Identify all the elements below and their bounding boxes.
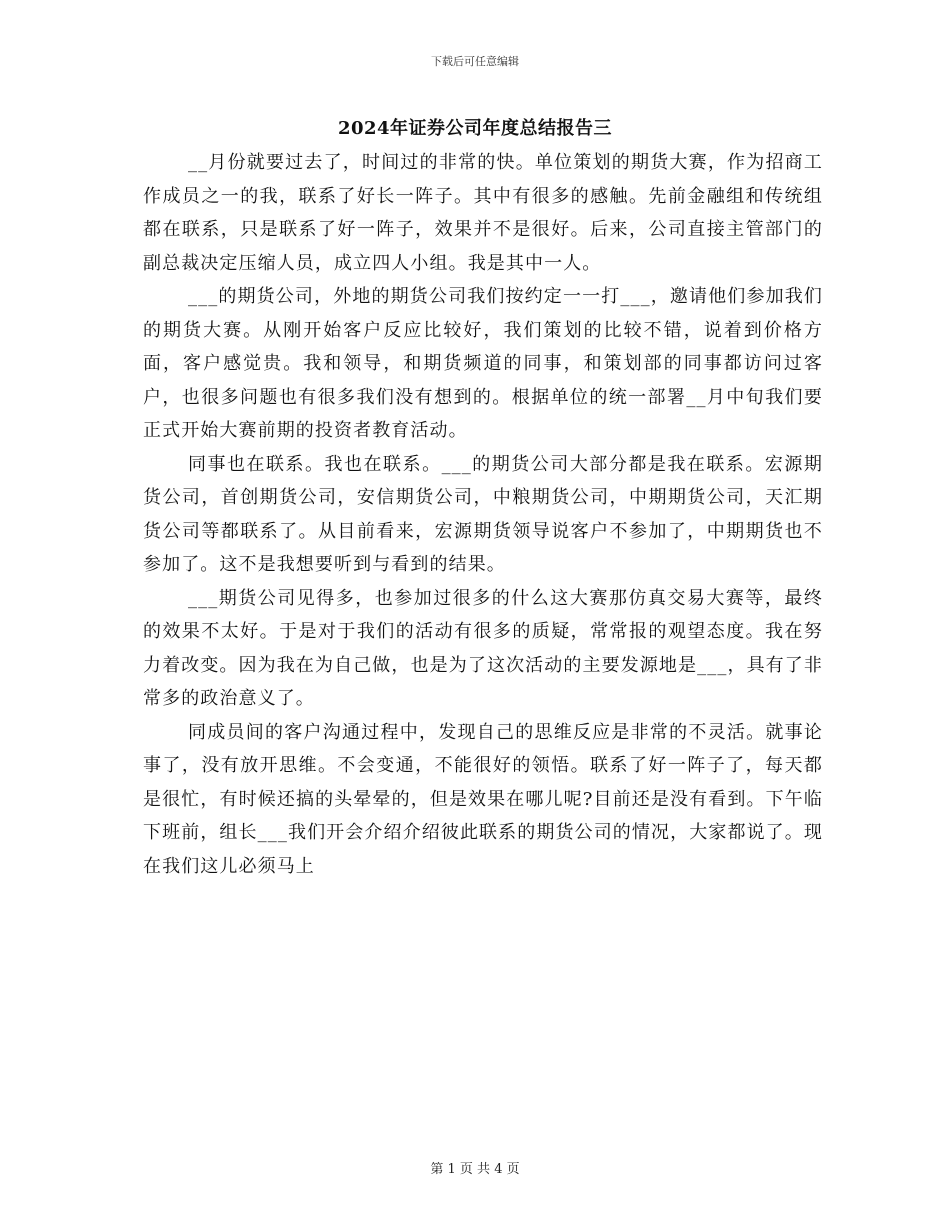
paragraph-4: ___期货公司见得多，也参加过很多的什么这大赛那仿真交易大赛等，最终的效果不太好。于是对于我们的活动有很多的质疑，常常报的观望态度。我在努力着改变。因为我在为自己做，也是为了这次活动的主要发源地是___，具有了非常多的政治意义了。 bbox=[143, 587, 823, 709]
page-number-footer: 第 1 页 共 4 页 bbox=[430, 1162, 520, 1177]
document-body bbox=[143, 146, 823, 883]
paragraph-1: __月份就要过去了，时间过的非常的快。单位策划的期货大赛，作为招商工作成员之一的我，联系了好长一阵子。其中有很多的感触。先前金融组和传统组都在联系，只是联系了好一阵子，效果并不是很好。后来，公司直接主管部门的副总裁决定压缩人员，成立四人小组。我是其中一人。 bbox=[143, 152, 823, 274]
paragraph-5: 同成员间的客户沟通过程中，发现自己的思维反应是非常的不灵活。就事论事了，没有放开思维。不会变通，不能很好的领悟。联系了好一阵子了，每天都是很忙，有时候还搞的头晕晕的，但是效果在哪儿呢?目前还是没有看到。下午临下班前，组长___我们开会介绍介绍彼此联系的期货公司的情况，大家都说了。现在我们这儿必须马上 bbox=[143, 721, 823, 877]
document-title: 2024年证券公司年度总结报告三 bbox=[337, 118, 613, 139]
paragraph-3: 同事也在联系。我也在联系。___的期货公司大部分都是我在联系。宏源期货公司，首创期货公司，安信期货公司，中粮期货公司，中期期货公司，天汇期货公司等都联系了。从目前看来，宏源期货领导说客户不参加了，中期期货也不参加了。这不是我想要听到与看到的结果。 bbox=[143, 453, 823, 575]
paragraph-2: ___的期货公司，外地的期货公司我们按约定一一打___，邀请他们参加我们的期货大赛。从刚开始客户反应比较好，我们策划的比较不错，说着到价格方面，客户感觉贵。我和领导，和期货频道的同事，和策划部的同事都访问过客户，也很多问题也有很多我们没有想到的。根据单位的统一部署__月中旬我们要正式开始大赛前期的投资者教育活动。 bbox=[143, 286, 823, 441]
page-header-note: 下载后可任意编辑 bbox=[431, 55, 519, 68]
